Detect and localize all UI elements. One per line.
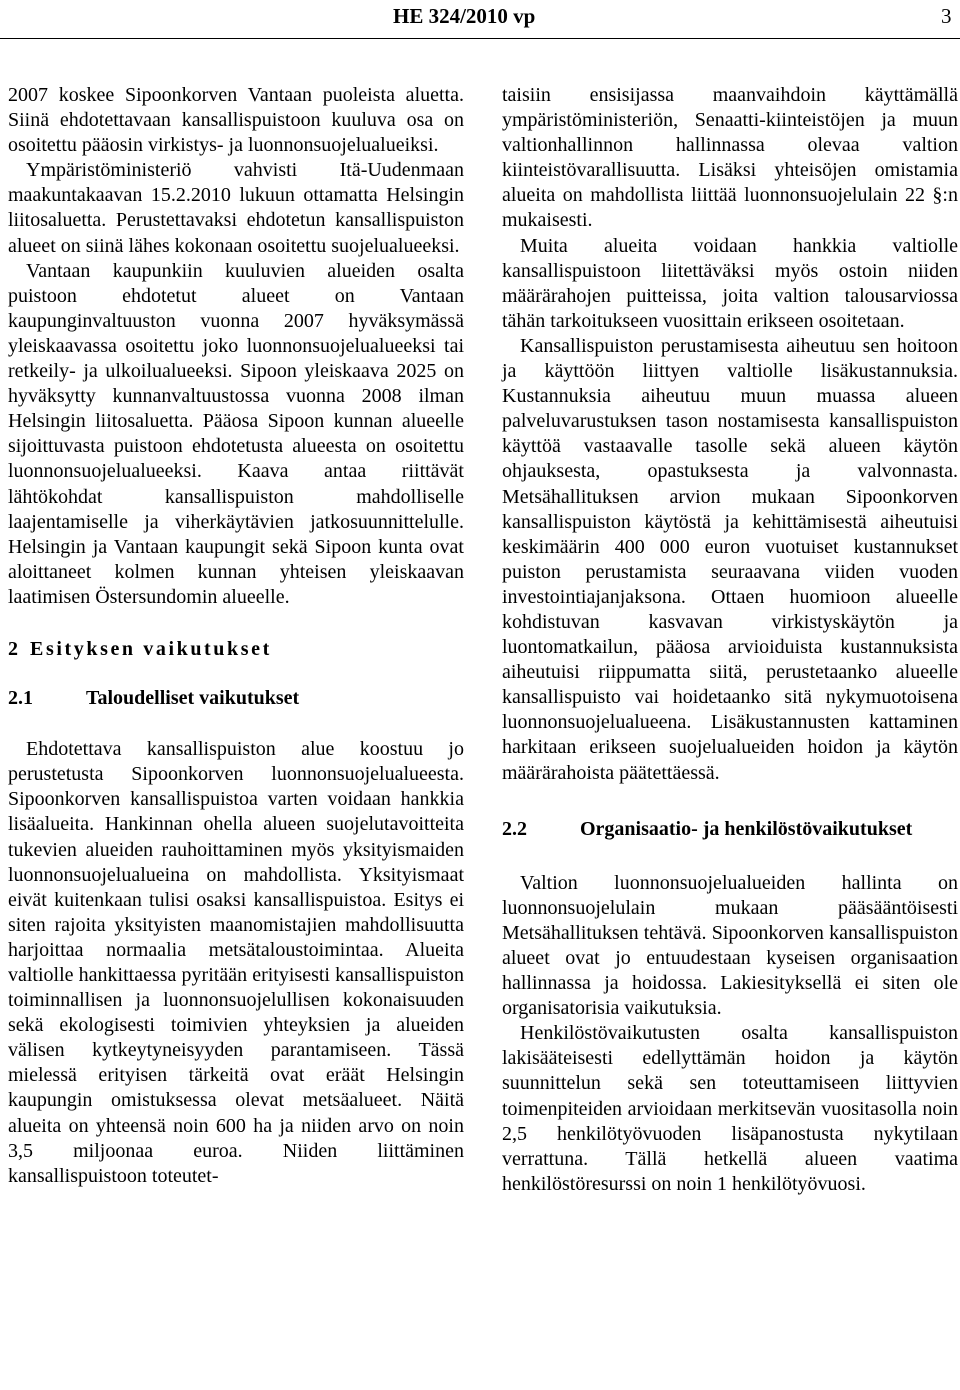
left-column (8, 83, 464, 1189)
paragraph-continuation: taisiin ensisijassa maanvaihdoin käyttämällä ympäristöministeriön, Senaatti-kiinteistöjen ja muun valtionhallinnon hallinnassa olevaa valtion kiinteistövarallisuutta. Lisäksi yhteisöjen omistamia alueita on mahdollista liittää luonnonsuojelulain 22 §:n mukaisesti. (502, 84, 958, 232)
subsection-title: Organisaatio- ja henkilöstövaikutukset (580, 817, 913, 840)
section-heading (8, 637, 464, 662)
paragraph: Ehdotettava kansallispuiston alue koostuu jo perustetusta Sipoonkorven luonnonsuojelualueesta. Sipoonkorven kansallispuistoa varten voidaan hankkia lisäalueita. Hankinnan ohella alueen suojelutavoitteita tukevien alueiden rauhoittaminen myös yksityismaiden luonnonsuojelualueina on mahdollista. Yksityismaat eivät kuitenkaan tulisi osaksi kansallispuistoa. Esitys ei siten rajoita yksityisten maanomistajien mahdollisuutta harjoittaa normaalia metsätaloustoimintaa. Alueita valtiolle hankittaessa pyritään erityisesti kansallispuiston toiminnallisen ja luonnonsuojelullisen kokonaisuuden sekä ekologisesti toimivien yhteyksien ja alueiden välisen kytkeytyneisyyden parantamiseen. Tässä mielessä erityisen tärkeitä ovat eräät Helsingin kaupungin omistuksessa olevat metsäalueet. Näitä alueita on yhteensä noin 600 ha ja niiden arvo on noin 3,5 miljoonaa euroa. Niiden liittäminen kansallispuistoon toteutet- (8, 738, 464, 1187)
section-number: 2 (8, 637, 18, 660)
paragraph: Ympäristöministeriö vahvisti Itä-Uudenmaan maakuntakaavan 15.2.2010 lukuun ottamatta Helsingin liitosaluetta. Perustettavaksi ehdotetun kansallispuiston alueet on siinä lähes kokonaan osoitettu suojelualueeksi. (8, 159, 464, 257)
subsection-number: 2.2 (502, 817, 527, 840)
page-number: 3 (941, 4, 952, 28)
paragraph: Henkilöstövaikutusten osalta kansallispuiston lakisääteisesti edellyttämän hoidon ja käytön suunnittelun sekä sen toteuttamiseen liittyvien toimenpiteiden arvioidaan merkitsevän vuositasolla noin 2,5 henkilötyövuoden lisäpanostusta nykytilaan verrattuna. Tällä hetkellä alueen vaatima henkilöstöresurssi on noin 1 henkilötyövuosi. (502, 1022, 958, 1195)
subsection-title: Taloudelliset vaikutukset (86, 687, 300, 710)
paragraph: Kansallispuiston perustamisesta aiheutuu sen hoitoon ja käyttöön liittyen valtiolle lisäkustannuksia. Kustannuksia aiheutuu muun muassa alueen palveluvarustuksen tason nostamisesta kansallispuiston käyttöä vastaavalle tasolle sekä alueen käytön ohjauksesta, opastuksesta ja valvonnasta. Metsähallituksen arvion mukaan Sipoonkorven kansallispuiston käytöstä ja kehittämisestä aiheutuisi keskimäärin 400 000 euron vuotuiset kustannukset puiston perustamista seuraavana viiden vuoden investointiajanjaksona. Ottaen huomioon alueelle kohdistuvan kasvavan virkistyskäytön ja luontomatkailun, pääosa arvioiduista kustannuksista aiheutuisi riippumatta siitä, perustetaanko alueelle kansallispuisto vai hoidetaanko sitä nykymuotoisena luonnonsuojelualueena. Lisäkustannusten kattaminen harkitaan erikseen suojelualueiden hoidon ja käytön määrärahoista päätettäessä. (502, 334, 958, 784)
page-header (0, 0, 960, 40)
paragraph-continuation: 2007 koskee Sipoonkorven Vantaan puoleista aluetta. Siinä ehdotettavaan kansallispuistoon kuuluva osa on osoitettu pääosin virkistys- ja luonnonsuojelualueiksi. (8, 84, 464, 157)
paragraph: Valtion luonnonsuojelualueiden hallinta on luonnonsuojelulain mukaan pääsääntöisesti Metsähallituksen tehtävä. Sipoonkorven kansallispuiston alueet ovat jo entuudestaan kyseisen organisaation hallinnassa ja hoidossa. Lakiesityksellä ei siten ole organisatorisia vaikutuksia. (502, 871, 958, 1020)
right-column (502, 83, 958, 1197)
document-id: HE 324/2010 vp (393, 4, 536, 28)
paragraph: Muita alueita voidaan hankkia valtiolle kansallispuistoon liitettäväksi myös ostoin niiden määrärahojen puitteissa, joita valtion talousarviossa tähän tarkoitukseen vuosittain erikseen osoitetaan. (502, 234, 958, 332)
header-divider (0, 38, 960, 39)
subsection-heading (502, 817, 958, 842)
subsection-heading (8, 686, 464, 711)
subsection-number: 2.1 (8, 687, 33, 710)
section-title: Esityksen vaikutukset (30, 637, 272, 660)
paragraph: Vantaan kaupunkiin kuuluvien alueiden osalta puistoon ehdotetut alueet on Vantaan kaupunginvaltuuston vuonna 2007 hyväksymässä yleiskaavassa osoitettu joko luonnonsuojelualueeksi tai retkeily- ja ulkoilualueeksi. Sipoon yleiskaava 2025 on hyväksytty kunnanvaltuustossa vuonna 2008 ilman Helsingin liitosaluetta. Pääosa Sipoon kunnan alueelle sijoittuvasta puistoon ehdotetusta alueesta on osoitettu luonnonsuojelualueeksi. Kaava antaa riittävät lähtökohdat kansallispuiston mahdolliselle laajentamiselle ja viherkäytävien jatkosuunnittelulle. Helsingin ja Vantaan kaupungit sekä Sipoon kunta ovat aloittaneet kolmen kunnan yhteisen yleiskaavan laatimisen Östersundomin alueelle. (8, 259, 464, 608)
